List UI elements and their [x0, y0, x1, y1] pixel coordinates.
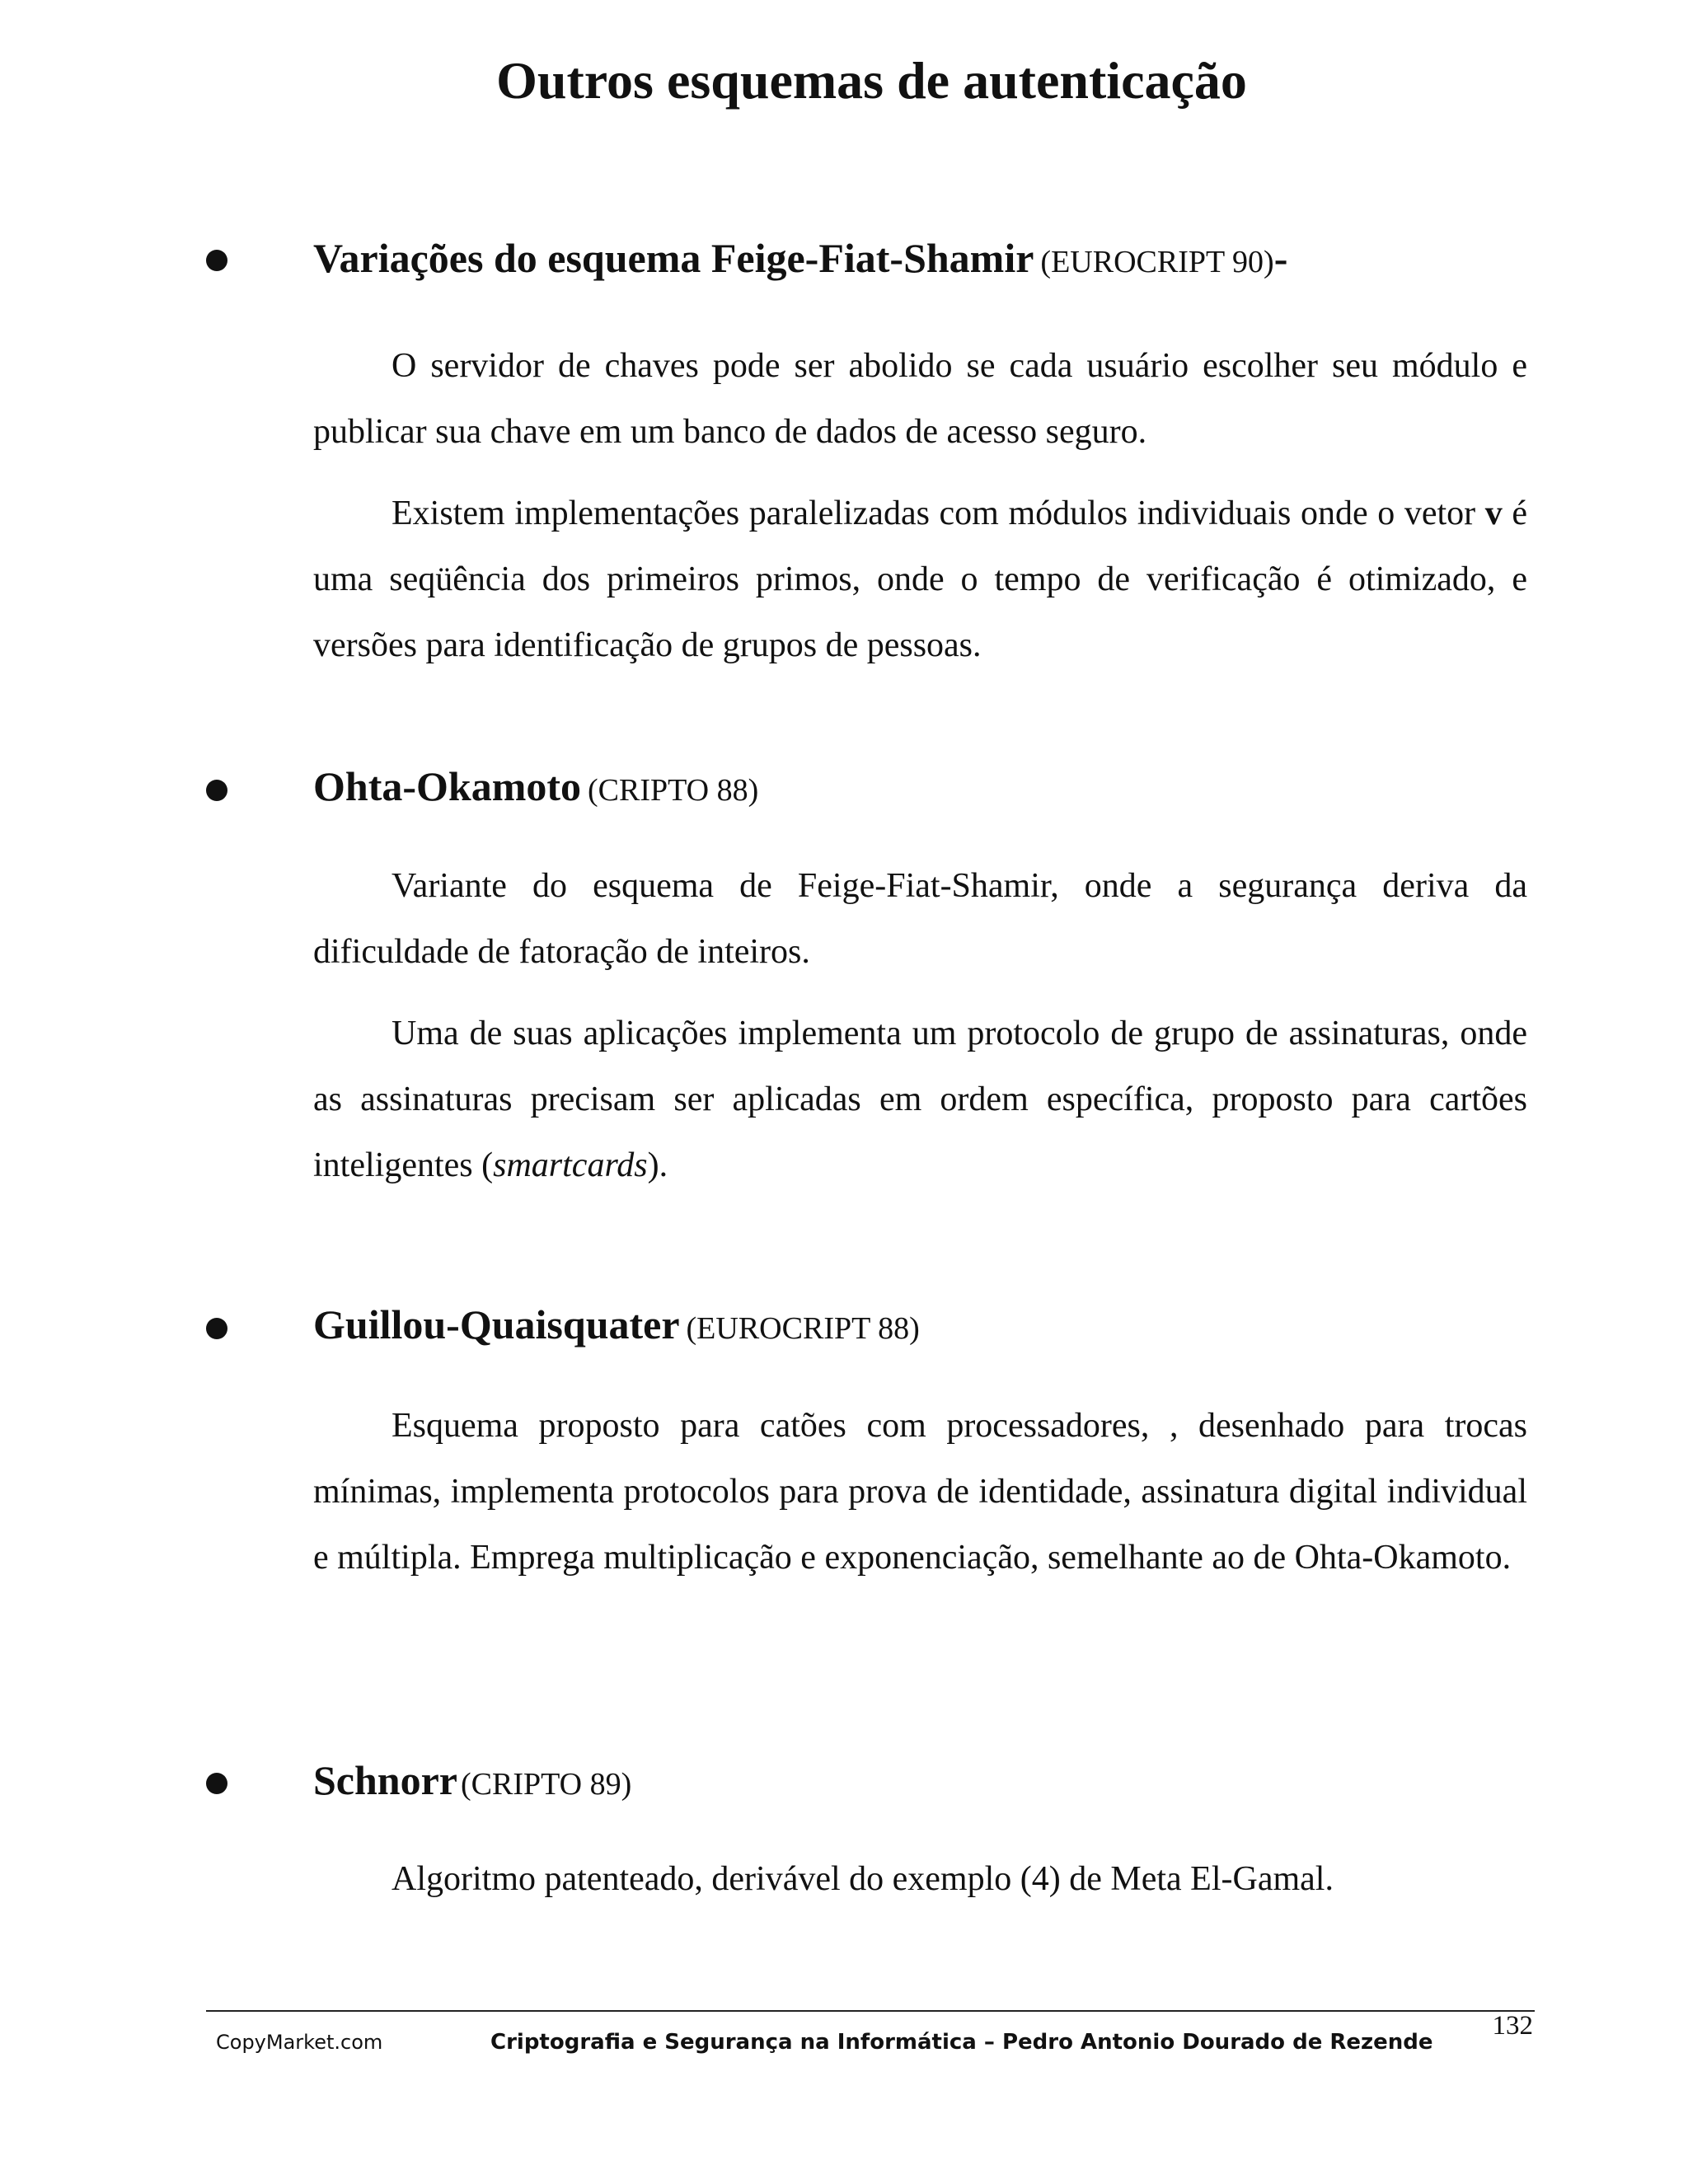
italic-term: smartcards — [493, 1146, 648, 1184]
section-suffix: - — [1273, 235, 1288, 281]
paragraph-text: Esquema proposto para catões com processadores, , desenhado para trocas mínimas, implementa protocolos para prova de identidade, assinatura digital individual e múltipla. Emprega multiplicação e exponenciação, semelhante ao de Ohta-Okamoto. — [313, 1407, 1527, 1577]
footer-book-title: Criptografia e Segurança na Informática – Pedro Antonio Dourado de Rezende — [490, 2030, 1433, 2055]
paragraph — [313, 480, 1527, 678]
page-title: Outros esquemas de autenticação — [496, 51, 1247, 110]
section-heading — [313, 760, 758, 823]
section-heading — [313, 1298, 920, 1361]
bullet-icon — [206, 1773, 227, 1794]
paragraph — [313, 1846, 1527, 1912]
section-heading — [313, 1754, 631, 1817]
section-reference: (EUROCRIPT 90) — [1040, 245, 1274, 279]
section-heading — [313, 232, 1287, 295]
paragraph-text: Existem implementações paralelizadas com módulos individuais onde o vetor — [392, 494, 1485, 532]
bullet-icon — [206, 250, 227, 271]
section-name: Schnorr — [313, 1757, 457, 1803]
paragraph-text: ). — [647, 1146, 668, 1184]
footer-divider — [206, 2010, 1535, 2012]
section-reference: (CRIPTO 88) — [588, 773, 759, 808]
paragraph — [313, 333, 1527, 465]
page-number: 132 — [1492, 2011, 1533, 2041]
paragraph — [313, 853, 1527, 985]
bullet-icon — [206, 780, 227, 801]
paragraph-text: Variante do esquema de Feige-Fiat-Shamir, onde a segurança deriva da dificuldade de fatoração de inteiros. — [313, 867, 1527, 971]
paragraph-text: O servidor de chaves pode ser abolido se cada usuário escolher seu módulo e publicar sua chave em um banco de dados de acesso seguro. — [313, 347, 1527, 451]
paragraph — [313, 1393, 1527, 1591]
bold-variable: v — [1484, 494, 1503, 532]
section-reference: (CRIPTO 89) — [461, 1767, 632, 1802]
footer-site-name: CopyMarket.com — [216, 2031, 383, 2054]
bullet-icon — [206, 1318, 227, 1339]
paragraph-text: Algoritmo patenteado, derivável do exemplo (4) de Meta El-Gamal. — [392, 1860, 1334, 1898]
paragraph — [313, 1001, 1527, 1198]
paragraph-text: é uma seqüência dos primeiros primos, onde o tempo de verificação é otimizado, e versões para identificação de grupos de pessoas. — [313, 494, 1527, 664]
section-name: Ohta-Okamoto — [313, 763, 581, 809]
section-name: Variações do esquema Feige-Fiat-Shamir — [313, 235, 1034, 281]
section-name: Guillou-Quaisquater — [313, 1301, 680, 1347]
paragraph-text: Uma de suas aplicações implementa um protocolo de grupo de assinaturas, onde as assinaturas precisam ser aplicadas em ordem específica, proposto para cartões inteligentes ( — [313, 1015, 1527, 1184]
section-reference: (EUROCRIPT 88) — [686, 1311, 920, 1346]
